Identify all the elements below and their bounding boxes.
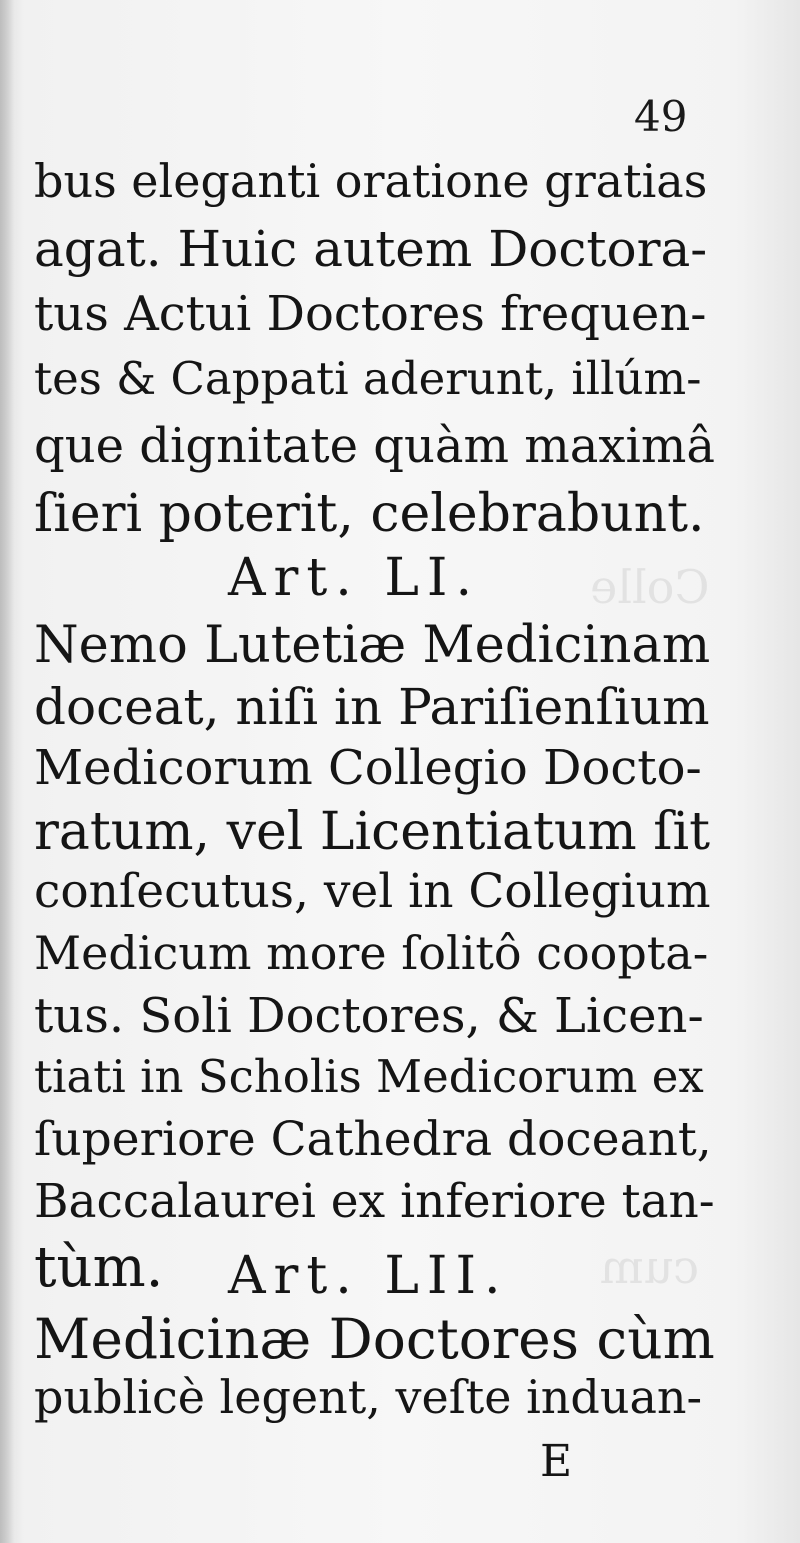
catchword: E <box>540 1436 573 1487</box>
gutter-shadow <box>0 0 14 1543</box>
text-line: Medicum more ſolitô coopta- <box>34 926 709 980</box>
text-line: Medicorum Collegio Docto- <box>34 740 702 796</box>
bleed-through-text: Colle <box>590 560 710 614</box>
text-line: publicè legent, veſte induan- <box>34 1370 703 1424</box>
text-line: Nemo Lutetiæ Medicinam <box>34 616 711 675</box>
text-line: ratum, vel Licentiatum ſit <box>34 802 710 862</box>
text-line: tes & Cappati aderunt, illúm- <box>34 352 702 405</box>
text-line: Baccalaurei ex inferiore tan- <box>34 1174 715 1229</box>
page-number: 49 <box>634 92 688 141</box>
text-line: tus Actui Doctores frequen- <box>34 286 707 342</box>
text-line: ſuperiore Cathedra doceant, <box>34 1112 712 1167</box>
article-heading: Art. LII. <box>228 1246 509 1306</box>
text-line: conſecutus, vel in Collegium <box>34 864 711 919</box>
text-line: agat. Huic autem Doctora- <box>34 220 708 278</box>
text-line: doceat, niſi in Pariſienſium <box>34 678 710 736</box>
text-line: Medicinæ Doctores cùm <box>34 1307 715 1371</box>
text-line: tùm. <box>34 1235 164 1300</box>
text-line: que dignitate quàm maximâ <box>34 418 715 474</box>
text-line: bus eleganti oratione gratias <box>34 154 708 208</box>
bleed-through-text: cum <box>600 1240 700 1294</box>
text-line: ſieri poterit, celebrabunt. <box>34 484 705 544</box>
text-line: tus. Soli Doctores, & Licen- <box>34 988 704 1044</box>
article-heading: Art. LI. <box>228 548 480 608</box>
text-line: tiati in Scholis Medicorum ex <box>34 1050 704 1103</box>
